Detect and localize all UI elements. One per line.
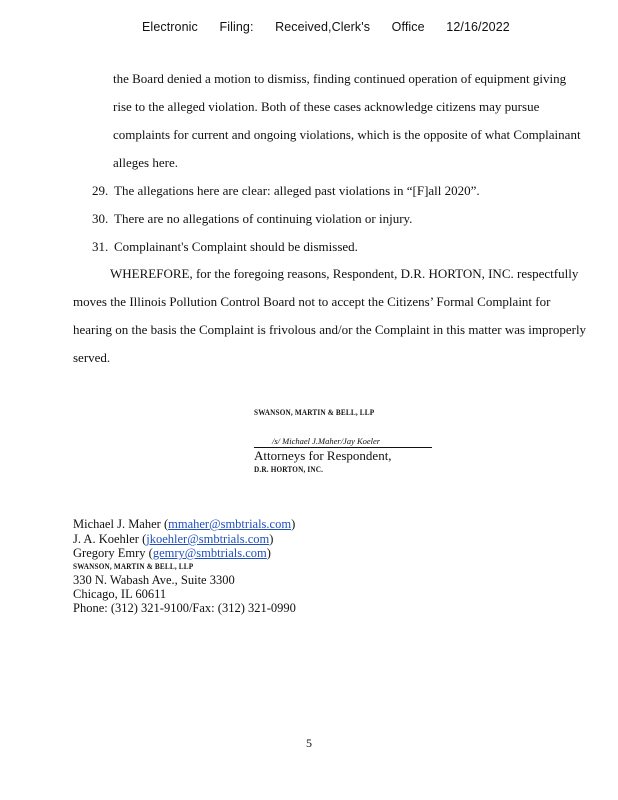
header-part: Received,Clerk's bbox=[275, 20, 371, 34]
header-part: Electronic bbox=[142, 20, 198, 34]
numbered-paragraph bbox=[92, 211, 412, 227]
wherefore-line: moves the Illinois Pollution Control Board not to accept the Citizens’ Formal Complaint for bbox=[73, 294, 551, 309]
wherefore-line: WHEREFORE, for the foregoing reasons, Respondent, D.R. HORTON, INC. respectfully bbox=[110, 266, 579, 281]
header-date: 12/16/2022 bbox=[446, 20, 510, 34]
contact-line: Gregory Emry (gemry@smbtrials.com) bbox=[73, 546, 271, 560]
paragraph-number: 29. bbox=[92, 183, 109, 198]
respondent-name: D.R. HORTON, INC. bbox=[254, 464, 324, 474]
header-part: Office bbox=[391, 20, 425, 34]
continuation-line: rise to the alleged violation. Both of these cases acknowledge citizens may pursue bbox=[113, 99, 540, 114]
address-city: Chicago, IL 60611 bbox=[73, 587, 167, 601]
phone-fax: Phone: (312) 321-9100/Fax: (312) 321-0990 bbox=[73, 601, 296, 615]
email-link[interactable]: jkoehler@smbtrials.com bbox=[146, 532, 270, 546]
numbered-paragraph bbox=[92, 239, 358, 255]
email-link[interactable]: mmaher@smbtrials.com bbox=[168, 517, 292, 531]
signature-firm: SWANSON, MARTIN & BELL, LLP bbox=[254, 407, 375, 417]
wherefore-line: hearing on the basis the Complaint is frivolous and/or the Complaint in this matter was improperly bbox=[73, 322, 587, 337]
continuation-line: the Board denied a motion to dismiss, finding continued operation of equipment giving bbox=[113, 71, 567, 86]
paragraph-text: The allegations here are clear: alleged past violations in “[F]all 2020”. bbox=[114, 183, 480, 198]
contact-name: Gregory Emry bbox=[73, 546, 146, 560]
page-number: 5 bbox=[306, 736, 312, 750]
contact-name: Michael J. Maher bbox=[73, 517, 161, 531]
numbered-paragraph bbox=[92, 183, 480, 199]
header-part: Filing: bbox=[219, 20, 254, 34]
attorneys-for: Attorneys for Respondent, bbox=[254, 448, 392, 463]
paragraph-number: 31. bbox=[92, 239, 109, 254]
email-link[interactable]: gemry@smbtrials.com bbox=[152, 546, 267, 560]
contact-line: Michael J. Maher (mmaher@smbtrials.com) bbox=[73, 517, 296, 531]
paragraph-number: 30. bbox=[92, 211, 109, 226]
contact-line: J. A. Koehler (jkoehler@smbtrials.com) bbox=[73, 532, 274, 546]
contact-name: J. A. Koehler bbox=[73, 532, 139, 546]
continuation-line: complaints for current and ongoing violations, which is the opposite of what Complainant bbox=[113, 127, 581, 142]
address-street: 330 N. Wabash Ave., Suite 3300 bbox=[73, 573, 235, 587]
filing-header bbox=[142, 20, 528, 34]
continuation-line: alleges here. bbox=[113, 155, 178, 170]
paragraph-text: There are no allegations of continuing violation or injury. bbox=[114, 211, 413, 226]
signature-line: /s/ Michael J.Maher/Jay Koeler bbox=[272, 436, 381, 446]
wherefore-line: served. bbox=[73, 350, 111, 365]
address-firm: SWANSON, MARTIN & BELL, LLP bbox=[73, 561, 194, 571]
paragraph-text: Complainant's Complaint should be dismissed. bbox=[114, 239, 358, 254]
